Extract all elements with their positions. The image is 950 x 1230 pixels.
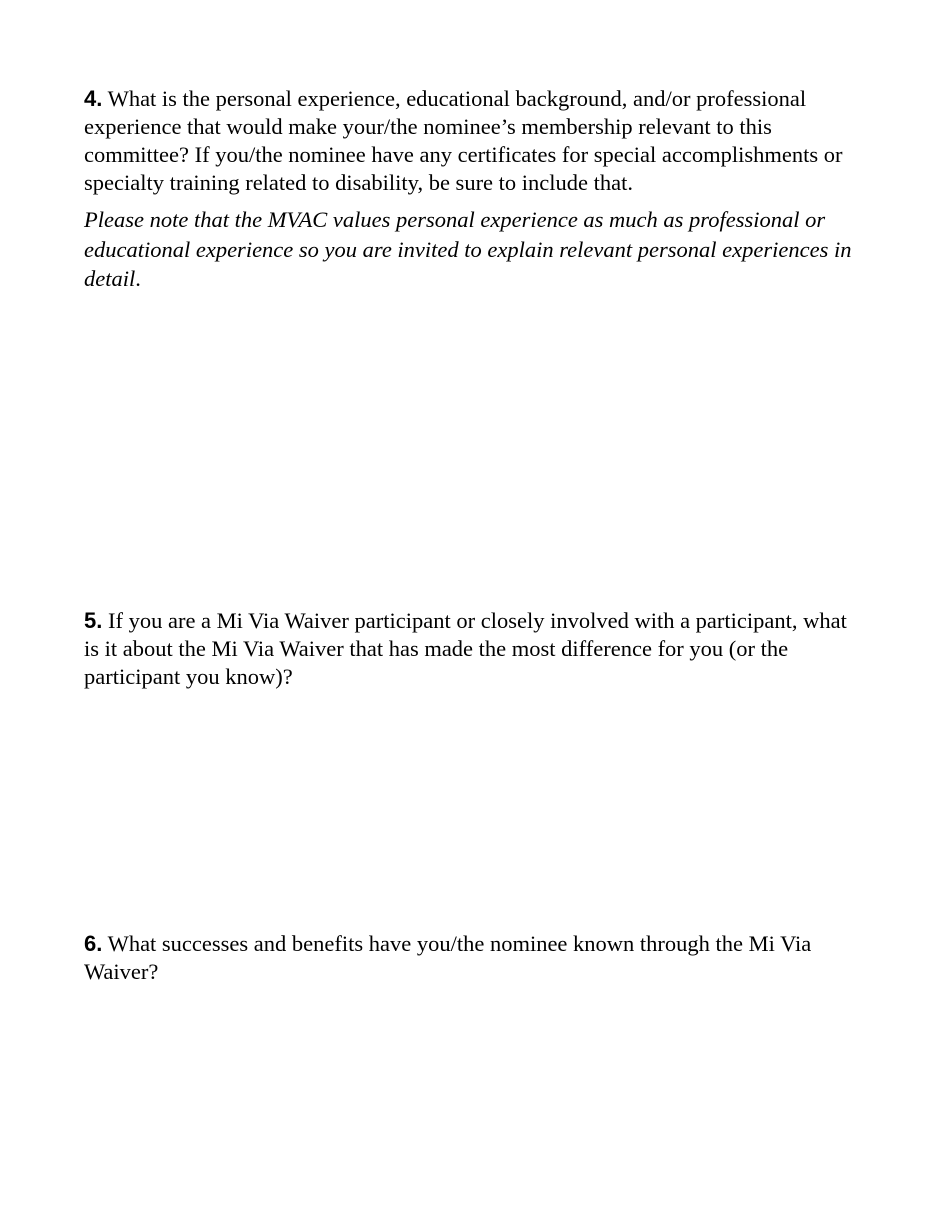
question-6: [84, 930, 864, 986]
question-4-text-block: [84, 85, 864, 197]
question-5-text-block: [84, 607, 864, 691]
question-6-number: 6.: [84, 931, 103, 956]
question-4-note: Please note that the MVAC values personal experience as much as professional or educational experience so you are invited to explain relevant personal experiences in detail: [84, 207, 852, 291]
question-6-text-block: [84, 930, 864, 986]
question-4: [84, 85, 864, 294]
question-5: [84, 607, 864, 691]
question-4-text: What is the personal experience, educational background, and/or professional experience that would make your/the nominee’s membership relevant to this committee? If you/the nominee have any certificates for special accomplishments or specialty training related to disability, be sure to include that.: [84, 86, 843, 195]
question-4-note-period: .: [135, 266, 141, 291]
question-4-note-block: [84, 205, 864, 294]
question-5-text: If you are a Mi Via Waiver participant or closely involved with a participant, what is it about the Mi Via Waiver that has made the most difference for you (or the participant you know)?: [84, 608, 847, 689]
question-5-number: 5.: [84, 608, 103, 633]
question-6-text: What successes and benefits have you/the nominee known through the Mi Via Waiver?: [84, 931, 812, 984]
question-4-number: 4.: [84, 86, 103, 111]
